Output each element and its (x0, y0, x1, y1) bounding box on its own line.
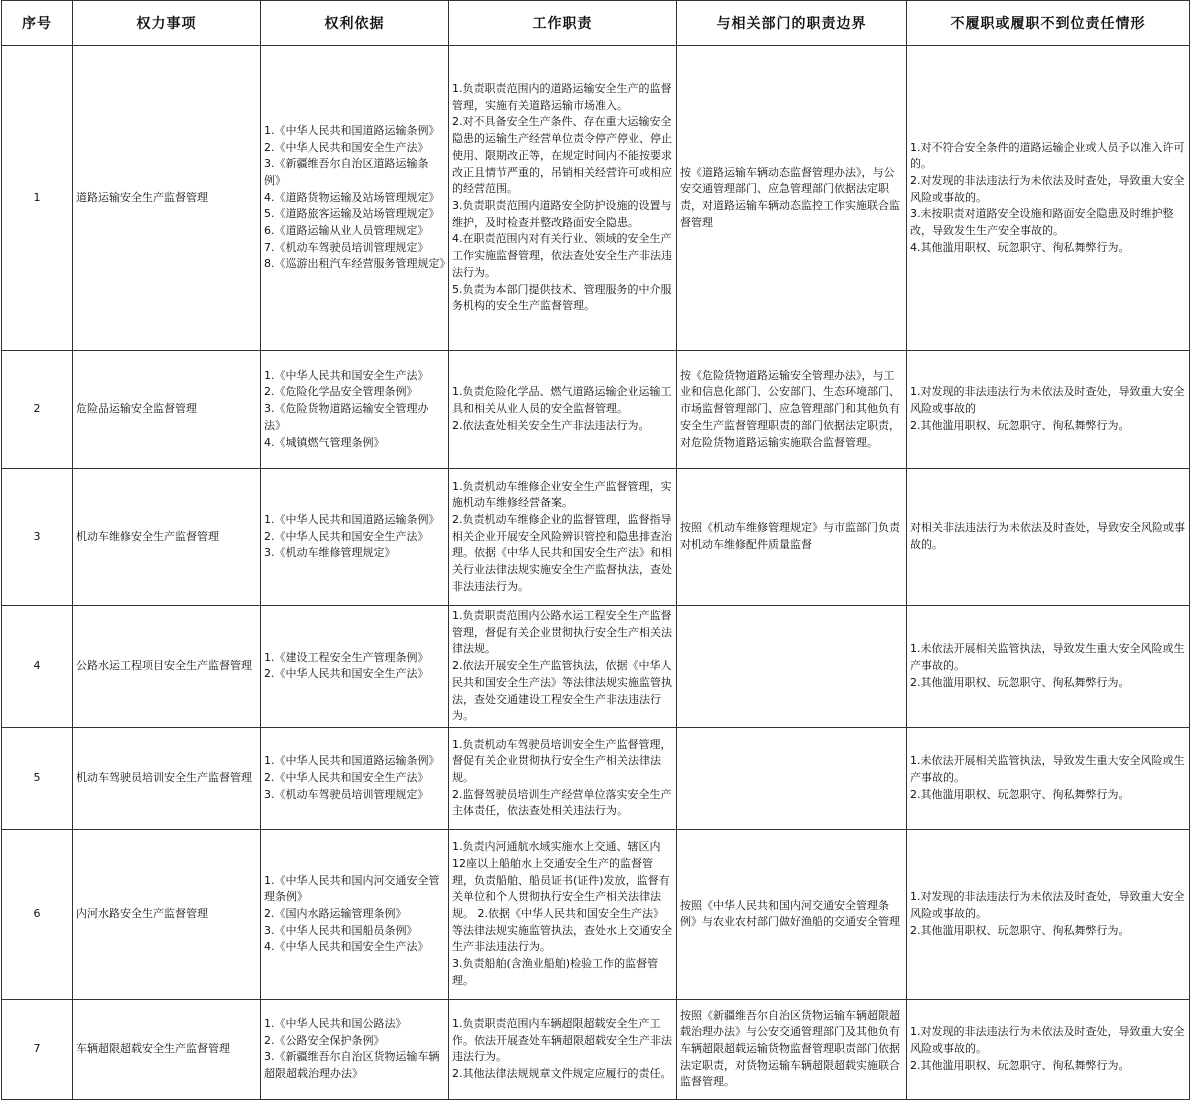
row-number: 2 (2, 351, 73, 469)
legal-basis: 1.《中华人民共和国公路法》 2.《公路安全保护条例》 3.《新疆维吾尔自治区货物运输车辆超限超载治理办法》 (261, 999, 449, 1099)
department-boundary (677, 727, 907, 829)
power-item: 机动车驾驶员培训安全生产监督管理 (73, 727, 261, 829)
table-row (2, 727, 1190, 829)
header-liability: 不履职或履职不到位责任情形 (907, 1, 1190, 46)
department-boundary: 按照《新疆维吾尔自治区货物运输车辆超限超载治理办法》与公安交通管理部门及其他负有车辆超限超载运输货物监督管理职责部门依据法定职责，对货物运输车辆超限超载实施联合监督管理。 (677, 999, 907, 1099)
liability-cases: 1.对发现的非法违法行为未依法及时查处，导致重大安全风险或事故的。 2.其他滥用职权、玩忽职守、徇私舞弊行为。 (907, 999, 1190, 1099)
header-legal-basis: 权利依据 (261, 1, 449, 46)
legal-basis: 1.《中华人民共和国内河交通安全管理条例》 2.《国内水路运输管理条例》 3.《中华人民共和国船员条例》 4.《中华人民共和国安全生产法》 (261, 829, 449, 999)
power-item: 机动车维修安全生产监督管理 (73, 469, 261, 606)
table-row (2, 351, 1190, 469)
work-duties: 1.负责职责范围内的道路运输安全生产的监督管理，实施有关道路运输市场准入。 2.对不具备安全生产条件、存在重大运输安全隐患的运输生产经营单位责令停产停业、停止使用、限期改正等，在规定时间内不能按要求改正且情节严重的，吊销相关经营许可或相应的经营范围。 3.负责职责范围内道路安全防护设施的设置与维护，及时检查并整改路面安全隐患。 4.在职责范围内对有关行业、领域的安全生产工作实施监督管理，依法查处安全生产非法违法行为。 5.负责为本部门提供技术、管理服务的中介服务机构的安全生产监督管理。 (449, 46, 677, 351)
power-item: 内河水路安全生产监督管理 (73, 829, 261, 999)
header-power-item: 权力事项 (73, 1, 261, 46)
legal-basis: 1.《中华人民共和国安全生产法》 2.《危险化学品安全管理条例》 3.《危险货物道路运输安全管理办法》 4.《城镇燃气管理条例》 (261, 351, 449, 469)
department-boundary: 按《道路运输车辆动态监督管理办法》，与公安交通管理部门、应急管理部门依据法定职责，对道路运输车辆动态监控工作实施联合监督管理 (677, 46, 907, 351)
row-number: 5 (2, 727, 73, 829)
liability-cases: 1.未依法开展相关监管执法，导致发生重大安全风险或生产事故的。 2.其他滥用职权、玩忽职守、徇私舞弊行为。 (907, 727, 1190, 829)
row-number: 6 (2, 829, 73, 999)
legal-basis: 1.《中华人民共和国道路运输条例》 2.《中华人民共和国安全生产法》 3.《新疆维吾尔自治区道路运输条例》 4.《道路货物运输及站场管理规定》 5.《道路旅客运输及站场管理规定》 6.《道路运输从业人员管理规定》 7.《机动车驾驶员培训管理规定》 8.《巡游出租汽车经营服务管理规定》 (261, 46, 449, 351)
power-item: 车辆超限超载安全生产监督管理 (73, 999, 261, 1099)
liability-cases: 1.对发现的非法违法行为未依法及时查处，导致重大安全风险或事故的 2.其他滥用职权、玩忽职守、徇私舞弊行为。 (907, 351, 1190, 469)
liability-cases: 对相关非法违法行为未依法及时查处，导致安全风险或事故的。 (907, 469, 1190, 606)
header-boundary: 与相关部门的职责边界 (677, 1, 907, 46)
power-item: 公路水运工程项目安全生产监督管理 (73, 606, 261, 728)
work-duties: 1.负责机动车驾驶员培训安全生产监督管理，督促有关企业贯彻执行安全生产相关法律法规。 2.监督驾驶员培训生产经营单位落实安全生产主体责任，依法查处相关违法行为。 (449, 727, 677, 829)
work-duties: 1.负责职责范围内公路水运工程安全生产监督管理，督促有关企业贯彻执行安全生产相关法律法规。 2.依法开展安全生产监管执法，依据《中华人民共和国安全生产法》等法律法规实施监管执法，查处交通建设工程安全生产非法违法行为。 (449, 606, 677, 728)
responsibility-table (1, 0, 1190, 1100)
power-item: 道路运输安全生产监督管理 (73, 46, 261, 351)
row-number: 1 (2, 46, 73, 351)
power-item: 危险品运输安全监督管理 (73, 351, 261, 469)
department-boundary: 按照《中华人民共和国内河交通安全管理条例》与农业农村部门做好渔船的交通安全管理 (677, 829, 907, 999)
liability-cases: 1.未依法开展相关监管执法，导致发生重大安全风险或生产事故的。 2.其他滥用职权、玩忽职守、徇私舞弊行为。 (907, 606, 1190, 728)
table-row (2, 606, 1190, 728)
header-row (2, 1, 1190, 46)
table-row (2, 469, 1190, 606)
row-number: 3 (2, 469, 73, 606)
table-row (2, 829, 1190, 999)
legal-basis: 1.《中华人民共和国道路运输条例》 2.《中华人民共和国安全生产法》 3.《机动车驾驶员培训管理规定》 (261, 727, 449, 829)
table-row (2, 999, 1190, 1099)
department-boundary: 按照《机动车维修管理规定》与市监部门负责对机动车维修配件质量监督 (677, 469, 907, 606)
liability-cases: 1.对不符合安全条件的道路运输企业或人员予以准入许可的。 2.对发现的非法违法行为未依法及时查处，导致重大安全风险或事故的。 3.未按职责对道路安全设施和路面安全隐患及时维护整改，导致发生生产安全事故的。 4.其他滥用职权、玩忽职守、徇私舞弊行为。 (907, 46, 1190, 351)
liability-cases: 1.对发现的非法违法行为未依法及时查处，导致重大安全风险或事故的。 2.其他滥用职权、玩忽职守、徇私舞弊行为。 (907, 829, 1190, 999)
work-duties: 1.负责内河通航水域实施水上交通、辖区内12座以上船舶水上交通安全生产的监督管理，负责船舶、船员证书(证件)发放，监督有关单位和个人贯彻执行安全生产相关法律法规。 2.依据《中华人民共和国安全生产法》等法律法规实施监管执法，查处水上交通安全生产非法违法行为。 3.负责船舶(含渔业船舶)检验工作的监督管理。 (449, 829, 677, 999)
header-index: 序号 (2, 1, 73, 46)
row-number: 4 (2, 606, 73, 728)
department-boundary: 按《危险货物道路运输安全管理办法》，与工业和信息化部门、公安部门、生态环境部门、市场监督管理部门、应急管理部门和其他负有安全生产监督管理职责的部门依据法定职责，对危险货物道路运输实施联合监督管理。 (677, 351, 907, 469)
department-boundary (677, 606, 907, 728)
header-duties: 工作职责 (449, 1, 677, 46)
work-duties: 1.负责机动车维修企业安全生产监督管理，实施机动车维修经营备案。 2.负责机动车维修企业的监督管理，监督指导相关企业开展安全风险辨识管控和隐患排查治理。依据《中华人民共和国安全生产法》和相关行业法律法规实施安全生产监督执法，查处非法违法行为。 (449, 469, 677, 606)
table-row (2, 46, 1190, 351)
legal-basis: 1.《建设工程安全生产管理条例》 2.《中华人民共和国安全生产法》 (261, 606, 449, 728)
legal-basis: 1.《中华人民共和国道路运输条例》 2.《中华人民共和国安全生产法》 3.《机动车维修管理规定》 (261, 469, 449, 606)
work-duties: 1.负责职责范围内车辆超限超载安全生产工作。依法开展查处车辆超限超载安全生产非法违法行为。 2.其他法律法规规章文件规定应履行的责任。 (449, 999, 677, 1099)
work-duties: 1.负责危险化学品、燃气道路运输企业运输工具和相关从业人员的安全监督管理。 2.依法查处相关安全生产非法违法行为。 (449, 351, 677, 469)
row-number: 7 (2, 999, 73, 1099)
